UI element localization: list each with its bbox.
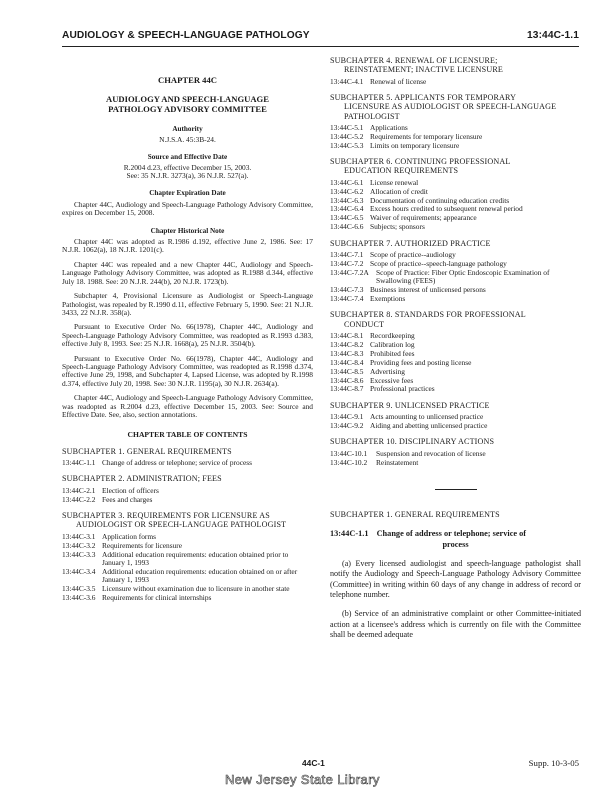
toc-entry-title: Change of address or telephone; service of process [102, 458, 253, 468]
toc-entry [330, 377, 581, 385]
toc-entry-number: 13:44C-8.1 [330, 330, 364, 340]
toc-subchapter [330, 157, 581, 232]
toc-subchapter [330, 310, 581, 393]
toc-subchapter-heading-text: SUBCHAPTER 4. RENEWAL OF LICENSURE; [330, 56, 498, 65]
toc-entry [330, 295, 581, 303]
toc-section-list [62, 487, 313, 504]
toc-subchapter-heading [330, 157, 581, 176]
toc-entry-title: Fees and charges [102, 494, 153, 504]
toc-entry-number: 13:44C-3.5 [62, 584, 96, 594]
history-note: Subchapter 4, Provisional Licensure as Audiologist or Speech-Language Pathologist, was repealed by R.1990 d.11, effective February 5, 1990. See: 21 N.J.R. 3433, 22 N.J.R. 358(a). [62, 291, 313, 317]
header-title: AUDIOLOGY & SPEECH-LANGUAGE PATHOLOGY [62, 30, 310, 41]
toc-subchapter-heading-text: SUBCHAPTER 5. APPLICANTS FOR TEMPORARY [330, 93, 517, 102]
toc-subchapter-heading [330, 93, 581, 121]
toc-subchapter [330, 239, 581, 304]
chapter-title [62, 94, 313, 114]
toc-entry-number: 13:44C-6.1 [330, 177, 364, 187]
toc-entry [330, 214, 581, 222]
toc-subchapter-heading-text: SUBCHAPTER 9. UNLICENSED PRACTICE [330, 400, 490, 410]
toc-entry-title: Business interest of unlicensed persons [370, 285, 486, 295]
supplement-date: Supp. 10-3-05 [528, 758, 579, 768]
section-title-b: process [442, 539, 469, 549]
toc-entry-number: 13:44C-8.5 [330, 366, 364, 376]
toc-entry-number: 13:44C-8.6 [330, 375, 364, 385]
toc-entry-number: 13:44C-7.2A [330, 267, 369, 277]
toc-entry [330, 422, 581, 430]
toc-subchapter-heading-text: SUBCHAPTER 8. STANDARDS FOR PROFESSIONAL [330, 310, 526, 320]
toc-subchapter-heading-text: SUBCHAPTER 10. DISCIPLINARY ACTIONS [330, 437, 495, 447]
section-paragraph-b: (b) Service of an administrative complaint or other Committee-initiated action at a licensee's address which is currently on file with the Committee shall be deemed adequate [330, 609, 581, 639]
toc-subchapter-heading [330, 437, 581, 446]
source-line2: See: 35 N.J.R. 3273(a), 36 N.J.R. 527(a). [126, 171, 249, 181]
toc-entry-number: 13:44C-1.1 [62, 458, 96, 468]
toc-entry-title: Calibration log [370, 339, 415, 349]
toc-entry-title: Renewal of license [370, 76, 427, 86]
toc-entry [330, 142, 581, 150]
toc-entry-number: 13:44C-6.5 [330, 213, 364, 223]
source-line1: R.2004 d.23, effective December 15, 2003. [123, 162, 252, 172]
history-note: Chapter 44C was repealed and a new Chapter 44C, Audiology and Speech-Language Pathology Advisory Committee, was adopted as R.1988 d.344, effective July 18. 1988. See: 20 N.J.R. 244(b), 20 N.J.R. 1723(b). [62, 259, 313, 286]
toc-entry-number: 13:44C-3.4 [62, 566, 96, 576]
toc-entry-title: Advertising [370, 366, 405, 376]
toc-subchapter-heading-text: SUBCHAPTER 3. REQUIREMENTS FOR LICENSURE AS [62, 511, 270, 521]
history-note: Pursuant to Executive Order No. 66(1978), Chapter 44C, Audiology and Speech-Language Pathology Advisory Committee, was readopted as R.1998 d.374, effective June 29, 1998, and Subchapter 4, Lapsed License, was adopted by R.1998 d.374, effective July 20, 1998. See: 30 N.J.R. 1195(a), 30 N.J.R. 2634(a). [62, 353, 313, 388]
section-title-a: Change of address or telephone; service of [376, 529, 527, 539]
toc-entry-title: Requirements for temporary licensure [370, 131, 483, 141]
toc-entry [330, 359, 581, 367]
left-column [62, 56, 313, 602]
expiration-heading: Chapter Expiration Date [149, 189, 226, 198]
chapter-title-line1: AUDIOLOGY AND SPEECH-LANGUAGE [106, 94, 269, 105]
toc-entry [330, 459, 581, 467]
toc-entry [62, 533, 313, 541]
toc-entry [330, 450, 581, 458]
toc-entry-title: Application forms [102, 531, 156, 541]
toc-subchapter-heading-cont: LICENSURE AS AUDIOLOGIST OR SPEECH-LANGUAGE PATHOLOGIST [344, 102, 557, 121]
chapter-number: CHAPTER 44C [158, 75, 217, 85]
toc-entry [330, 368, 581, 376]
toc-entry-number: 13:44C-9.1 [330, 412, 364, 422]
section-number: 13:44C-1.1 [330, 529, 369, 539]
toc-subchapter [62, 447, 313, 468]
history-note: Chapter 44C, Audiology and Speech-Language Pathology Advisory Committee, was readopted as R.2004 d.23, effective December 15, 2003. See: Source and Effective Date. See, also, section annotations. [62, 393, 313, 419]
toc-entry-number: 13:44C-9.2 [330, 421, 364, 431]
toc-entry-title: Excessive fees [370, 375, 414, 385]
toc-subchapter-heading-cont: AUDIOLOGIST OR SPEECH-LANGUAGE PATHOLOGIST [76, 520, 287, 530]
toc-entry-title: Allocation of credit [370, 186, 428, 196]
toc-entry-title: Professional practices [370, 384, 435, 394]
toc-entry-title: Aiding and abetting unlicensed practice [370, 421, 488, 431]
toc-subchapter-heading-cont: EDUCATION REQUIREMENTS [344, 166, 459, 176]
toc-entry-number: 13:44C-4.1 [330, 76, 364, 86]
toc-entry [62, 459, 313, 467]
toc-entry-title: Requirements for clinical internships [102, 593, 212, 603]
toc-entry-number: 13:44C-8.2 [330, 339, 364, 349]
toc-entry-title: Scope of practice--speech-language pathology [370, 258, 507, 268]
running-header [62, 30, 579, 46]
toc-subchapter-heading [330, 56, 581, 75]
toc-subchapter-heading-text: SUBCHAPTER 1. GENERAL REQUIREMENTS [62, 446, 232, 456]
toc-subchapter [330, 56, 581, 86]
toc-subchapter-heading-cont: CONDUCT [344, 319, 385, 329]
toc-entry-title: Applications [370, 122, 408, 132]
toc-entry-number: 13:44C-7.2 [330, 258, 364, 268]
page-number: 44C-1 [302, 758, 325, 768]
toc-entry-number: 13:44C-2.2 [62, 494, 96, 504]
section-divider [435, 489, 477, 490]
toc-subchapter-heading [62, 511, 313, 530]
history-heading: Chapter Historical Note [150, 226, 225, 235]
toc-section-list [330, 78, 581, 86]
header-rule [62, 46, 579, 47]
toc-entry-number: 13:44C-6.2 [330, 186, 364, 196]
toc-entry [330, 269, 581, 286]
toc-entry-number: 13:44C-10.1 [330, 448, 368, 458]
toc-subchapter-heading-text: SUBCHAPTER 2. ADMINISTRATION; FEES [62, 474, 222, 484]
toc-entry-title: Scope of practice--audiology [370, 249, 456, 259]
toc-subchapter-heading-cont: REINSTATEMENT; INACTIVE LICENSURE [344, 65, 503, 75]
toc-entry-number: 13:44C-3.3 [62, 549, 96, 559]
toc-section-list [330, 124, 581, 150]
header-section-number: 13:44C-1.1 [527, 30, 579, 41]
toc-entry-title: Acts amounting to unlicensed practice [370, 412, 484, 422]
toc-entry [330, 286, 581, 294]
toc-section-list [62, 533, 313, 603]
toc-entry-number: 13:44C-5.2 [330, 131, 364, 141]
toc-entry [62, 594, 313, 602]
toc-heading: CHAPTER TABLE OF CONTENTS [127, 430, 248, 440]
toc-subchapter-heading [62, 447, 313, 456]
toc-entry-title: Additional education requirements: education obtained on or after January 1, 1993 [102, 566, 298, 585]
toc-entry-title: Prohibited fees [370, 348, 415, 358]
history-note: Chapter 44C was adopted as R.1986 d.192, effective June 2, 1986. See: 17 N.J.R. 1062(a), 18 N.J.R. 1201(c). [62, 237, 313, 255]
toc-entry-number: 13:44C-8.3 [330, 348, 364, 358]
history-note: Pursuant to Executive Order No. 66(1978), Chapter 44C, Audiology and Speech-Language Pathology Advisory Committee, was readopted as R.1993 d.383, effective July 8, 1993. See: 25 N.J.R. 1668(a), 25 N.J.R. 3504(b). [62, 322, 313, 349]
toc-left [62, 447, 313, 603]
toc-entry-number: 13:44C-7.3 [330, 285, 364, 295]
body-subchapter-heading: SUBCHAPTER 1. GENERAL REQUIREMENTS [330, 510, 500, 520]
toc-entry-number: 13:44C-7.1 [330, 249, 364, 259]
toc-entry-number: 13:44C-8.4 [330, 357, 364, 367]
toc-entry-number: 13:44C-5.3 [330, 140, 364, 150]
toc-entry-title: Election of officers [102, 485, 159, 495]
toc-entry-title: Waiver of requirements; appearance [370, 213, 477, 223]
expiration-text: Chapter 44C, Audiology and Speech-Language Pathology Advisory Committee, expires on December 15, 2008. [62, 199, 313, 218]
toc-entry [62, 496, 313, 504]
toc-subchapter-heading-text: SUBCHAPTER 6. CONTINUING PROFESSIONAL [330, 157, 511, 167]
toc-entry-number: 13:44C-10.2 [330, 457, 368, 467]
library-watermark: New Jersey State Library [225, 772, 380, 787]
toc-entry-title: Additional education requirements: education obtained prior to January 1, 1993 [102, 549, 289, 567]
toc-entry [330, 78, 581, 86]
toc-subchapter-heading-text: SUBCHAPTER 7. AUTHORIZED PRACTICE [330, 238, 491, 248]
toc-section-list [330, 332, 581, 394]
toc-subchapter-heading [330, 310, 581, 329]
toc-entry [330, 223, 581, 231]
toc-entry-number: 13:44C-2.1 [62, 485, 96, 495]
section-title [330, 529, 581, 550]
authority-text: N.J.S.A. 45:3B-24. [159, 134, 216, 144]
toc-right [330, 56, 581, 467]
toc-entry-title: Documentation of continuing education credits [370, 195, 510, 205]
toc-entry-title: Subjects; sponsors [370, 222, 425, 232]
toc-entry-number: 13:44C-7.4 [330, 293, 364, 303]
toc-entry [62, 487, 313, 495]
toc-entry [330, 332, 581, 340]
toc-subchapter [62, 474, 313, 504]
right-column [330, 56, 581, 640]
toc-subchapter-heading [330, 239, 581, 248]
toc-subchapter [330, 93, 581, 150]
toc-entry-title: Exemptions [370, 293, 406, 303]
toc-section-list [330, 179, 581, 232]
chapter-title-line2: PATHOLOGY ADVISORY COMMITTEE [108, 104, 267, 115]
toc-entry-title: Licensure without examination due to licensure in another state [102, 584, 290, 594]
section-paragraph-a: (a) Every licensed audiologist and speech-language pathologist shall notify the Audiology and Speech-Language Pathology Advisory Committee (Committee) in writing within 60 days of any change in address of record or telephone number. [330, 559, 581, 600]
toc-entry-number: 13:44C-3.6 [62, 593, 96, 603]
source-heading: Source and Effective Date [147, 153, 228, 162]
toc-section-list [330, 450, 581, 467]
toc-entry [330, 385, 581, 393]
toc-entry [330, 341, 581, 349]
toc-entry-title: Limits on temporary licensure [370, 140, 460, 150]
toc-entry-title: Requirements for licensure [102, 540, 183, 550]
toc-entry-number: 13:44C-5.1 [330, 122, 364, 132]
toc-subchapter [62, 511, 313, 602]
toc-entry-number: 13:44C-6.6 [330, 222, 364, 232]
toc-entry-number: 13:44C-3.2 [62, 540, 96, 550]
toc-entry-number: 13:44C-6.4 [330, 204, 364, 214]
toc-section-list [330, 251, 581, 303]
toc-entry [330, 179, 581, 187]
toc-subchapter [330, 401, 581, 431]
toc-entry-title: Suspension and revocation of license [376, 448, 486, 458]
authority-heading: Authority [172, 125, 203, 134]
toc-entry [62, 551, 313, 568]
toc-section-list [62, 459, 313, 467]
toc-entry-number: 13:44C-8.7 [330, 384, 364, 394]
toc-subchapter [330, 437, 581, 467]
toc-section-list [330, 413, 581, 430]
toc-subchapter-heading [62, 474, 313, 483]
toc-entry-title: Providing fees and posting license [370, 357, 472, 367]
toc-entry-number: 13:44C-6.3 [330, 195, 364, 205]
toc-entry-number: 13:44C-3.1 [62, 531, 96, 541]
toc-entry-title: Scope of Practice: Fiber Optic Endoscopic Examination of Swallowing (FEES) [376, 267, 550, 286]
toc-entry-title: License renewal [370, 177, 419, 187]
toc-entry-title: Excess hours credited to subsequent renewal period [370, 204, 523, 214]
toc-entry-title: Reinstatement [376, 457, 419, 467]
toc-subchapter-heading [330, 401, 581, 410]
toc-entry-title: Recordkeeping [370, 330, 415, 340]
toc-entry [62, 568, 313, 585]
